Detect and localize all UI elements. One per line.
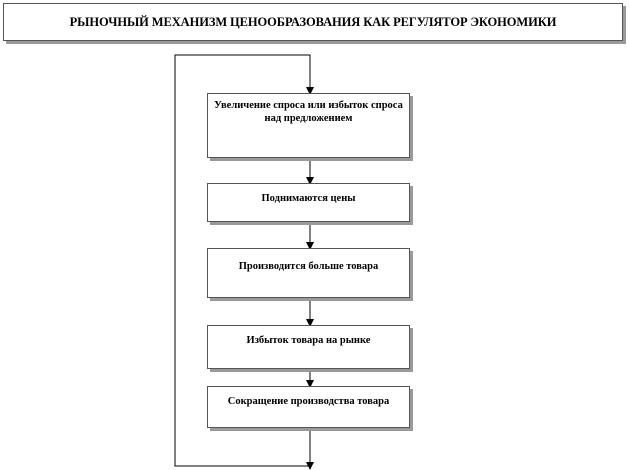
step-surplus-goods <box>207 325 410 369</box>
step-more-produced <box>207 248 410 298</box>
step-label: Сокращение производства товара <box>227 396 390 407</box>
step-label: Поднимаются цены <box>261 193 356 204</box>
step-demand-increase <box>207 93 410 158</box>
step-label: Увеличение спроса или избыток спроса над предложением <box>214 100 403 124</box>
step-label: Избыток товара на рынке <box>246 335 371 346</box>
step-prices-rise <box>207 183 410 222</box>
step-label: Производится больше товара <box>238 261 379 272</box>
step-production-cut <box>207 386 410 428</box>
diagram-title: РЫНОЧНЫЙ МЕХАНИЗМ ЦЕНООБРАЗОВАНИЯ КАК РЕГУЛЯТОР ЭКОНОМИКИ <box>3 3 623 41</box>
